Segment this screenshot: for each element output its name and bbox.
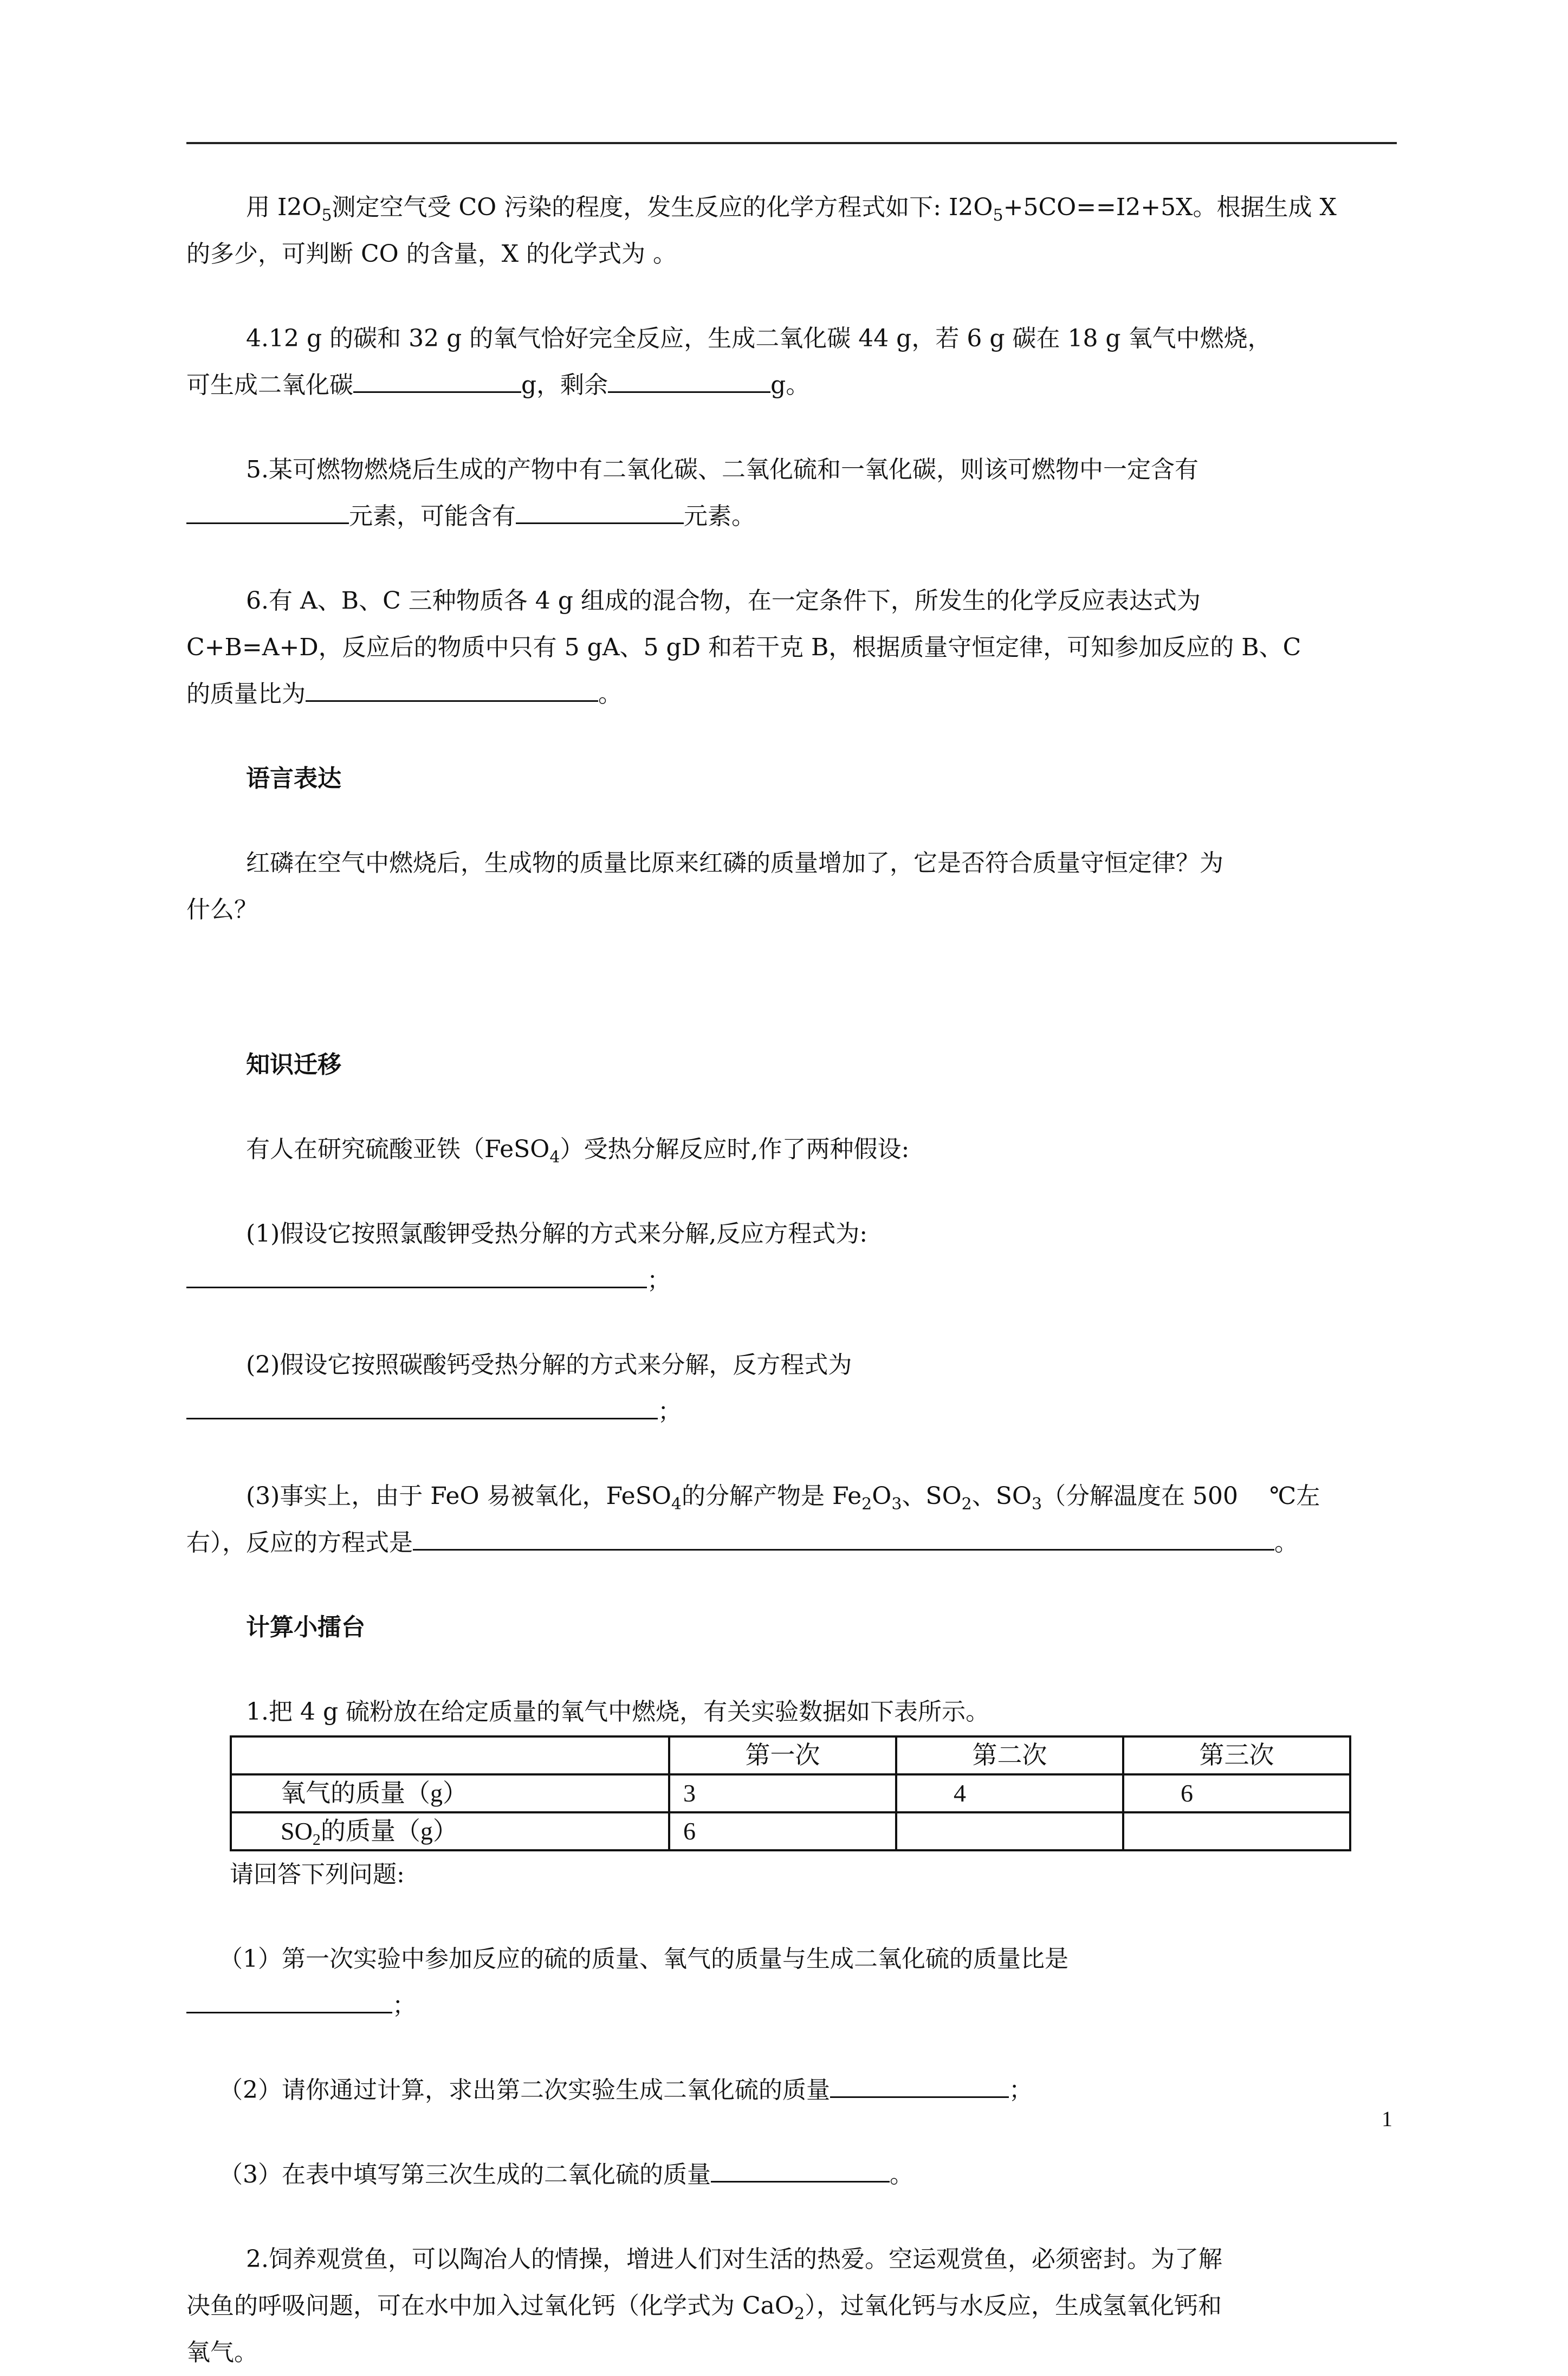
- q6-line2: C+B=A+D，反应后的物质中只有 5 gA、5 gD 和若干克 B，根据质量守恒定律，可知参加反应的 B、C: [186, 634, 1301, 661]
- calc-sub1-blank[interactable]: [186, 1984, 392, 2013]
- q5-line1: 5.某可燃物燃烧后生成的产物中有二氧化碳、二氧化硫和一氧化碳，则该可燃物中一定含有: [246, 456, 1198, 483]
- table-header-row: [231, 1736, 1350, 1774]
- section-heading-calc: 计算小擂台: [246, 1613, 365, 1641]
- transfer-intro: 有人在研究硫酸亚铁（FeSO$_4$）受热分解反应时,作了两种假设:: [246, 1135, 910, 1167]
- calc-sub1: （1）第一次实验中参加反应的硫的质量、氧气的质量与生成二氧化硫的质量比是: [219, 1945, 1068, 1973]
- q5-blank-definite[interactable]: [186, 494, 349, 524]
- calc-q2-line2: 决鱼的呼吸问题，可在水中加入过氧化钙（化学式为 CaO$_2$），过氧化钙与水反应，生成氢氧化钙和: [186, 2292, 1222, 2323]
- calc-sub3-blank[interactable]: [711, 2153, 890, 2183]
- table-cell: 3: [669, 1774, 896, 1812]
- data-table: [230, 1735, 1351, 1851]
- q5-line2: 元素，可能含有 元素。: [186, 493, 1397, 540]
- q6-line3: 的质量比为 。: [186, 671, 1397, 718]
- table-header-cell: 第二次: [896, 1736, 1123, 1774]
- hypothesis-2: (2)假设它按照碳酸钙受热分解的方式来分解，反方程式为: [246, 1351, 852, 1379]
- q3-line2: 的多少，可判断 CO 的含量，X 的化学式为 。: [186, 240, 677, 268]
- table-cell: 氧气的质量（g）: [231, 1774, 669, 1812]
- calc-sub1-answer: ；: [186, 1983, 1397, 2029]
- table-header-cell: 第三次: [1123, 1736, 1350, 1774]
- document-body: [186, 184, 1397, 2376]
- lang-line2: 什么？: [186, 896, 258, 924]
- q4-line2: 可生成二氧化碳 g，剩余 g。: [186, 362, 1397, 409]
- table-cell: 4: [896, 1774, 1123, 1812]
- page-number: 1: [1382, 2107, 1392, 2131]
- hypothesis-3-line2: 右），反应的方程式是 。: [186, 1520, 1397, 1566]
- q4-blank-co2[interactable]: [353, 363, 521, 393]
- table-cell: 6: [669, 1812, 896, 1850]
- hypothesis-2-answer: ；: [186, 1389, 1397, 1435]
- hypothesis-2-blank[interactable]: [186, 1390, 658, 1419]
- calc-ask: 请回答下列问题:: [230, 1861, 405, 1888]
- q6-blank-ratio[interactable]: [306, 672, 598, 702]
- hypothesis-1-answer: ；: [186, 1257, 1397, 1304]
- table-row: [231, 1812, 1350, 1850]
- section-heading-transfer: 知识迁移: [246, 1051, 341, 1079]
- calc-q2-line1: 2.饲养观赏鱼，可以陶冶人的情操，增进人们对生活的热爱。空运观赏鱼，必须密封。为了解: [246, 2245, 1222, 2273]
- q3-line1: 用 $I2O_5$测定空气受 CO 污染的程度，发生反应的化学方程式如下: $I2O_5+5CO==I2+5X$。根据生成 X: [246, 193, 1337, 225]
- calc-q2-line3: 氧气。: [186, 2339, 258, 2366]
- section-heading-language: 语言表达: [246, 765, 341, 792]
- calc-q1-intro: 1.把 4 g 硫粉放在给定质量的氧气中燃烧，有关实验数据如下表所示。: [246, 1698, 990, 1726]
- table-cell: 6: [1123, 1774, 1350, 1812]
- table-header-cell: 第一次: [669, 1736, 896, 1774]
- q4-blank-remain[interactable]: [608, 363, 770, 393]
- table-cell: $SO_2$的质量（g）: [231, 1812, 669, 1850]
- header-rule: [186, 142, 1397, 144]
- hypothesis-3-blank[interactable]: [413, 1521, 1274, 1551]
- calc-sub2-blank[interactable]: [830, 2068, 1009, 2098]
- q4-line1: 4.12 g 的碳和 32 g 的氧气恰好完全反应，生成二氧化碳 44 g，若 6 g 碳在 18 g 氧气中燃烧，: [246, 325, 1272, 352]
- table-row: [231, 1774, 1350, 1812]
- q5-blank-possible[interactable]: [516, 494, 684, 524]
- hypothesis-1-blank[interactable]: [186, 1258, 647, 1288]
- table-cell-empty[interactable]: [896, 1812, 1123, 1850]
- calc-sub3: （3）在表中填写第三次生成的二氧化硫的质量 。: [186, 2152, 1397, 2198]
- table-cell-empty[interactable]: [1123, 1812, 1350, 1850]
- lang-line1: 红磷在空气中燃烧后，生成物的质量比原来红磷的质量增加了，它是否符合质量守恒定律？为: [246, 849, 1223, 877]
- table-header-cell: [231, 1736, 669, 1774]
- calc-sub2: （2）请你通过计算，求出第二次实验生成二氧化硫的质量 ；: [186, 2067, 1397, 2114]
- q6-line1: 6.有 A、B、C 三种物质各 4 g 组成的混合物，在一定条件下，所发生的化学反应表达式为: [246, 587, 1201, 615]
- hypothesis-1: (1)假设它按照氯酸钾受热分解的方式来分解,反应方程式为:: [246, 1220, 868, 1248]
- hypothesis-3: (3)事实上，由于 FeO 易被氧化，FeSO$_4$的分解产物是 $Fe_2O_3$、$SO_2$、$SO_3$（分解温度在 500 ℃左: [246, 1482, 1320, 1514]
